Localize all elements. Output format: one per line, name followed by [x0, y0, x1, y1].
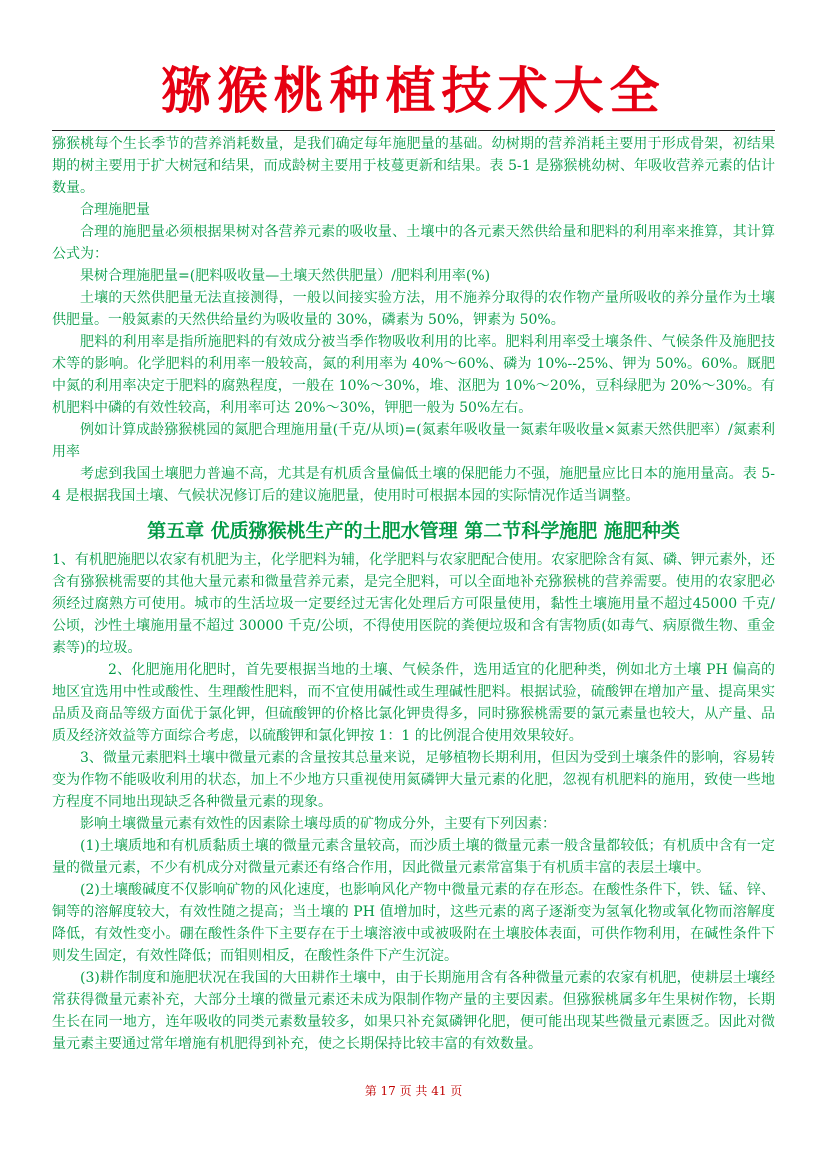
paragraph: 影响土壤微量元素有效性的因素除土壤母质的矿物成分外，主要有下列因素：: [80, 816, 556, 832]
paragraph: 3、微量元素肥料土壤中微量元素的含量按其总量来说，足够植物长期利用，但因为受到土壤条件的影响，容易转变为作物不能吸收利用的状态，加上不少地方只重视使用氮磷钾大量元素的化肥，忽视有机肥料的施用，致使一些地方程度不同地出现缺乏各种微量元素的现象。: [52, 750, 775, 810]
paragraph: 合理的施肥量必须根据果树对各营养元素的吸收量、土壤中的各元素天然供给量和肥料的利用率来推算，其计算公式为：: [52, 224, 775, 262]
paragraph: 1、有机肥施肥以农家有机肥为主，化学肥料为辅，化学肥料与农家肥配合使用。农家肥除含有氮、磷、钾元素外，还含有猕猴桃需要的其他大量元素和微量营养元素，是完全肥料，可以全面地补充猕猴桃的营养需要。使用的农家肥必须经过腐熟方可使用。城市的生活垃圾一定要经过无害化处理后方可限量使用，黏性土壤施用量不超过45000 千克/公顷，沙性土壤施用量不超过 30000 千克/公顷，不得使用医院的粪便垃圾和含有害物质(如毒气、病原微生物、重金素等)的垃圾。: [52, 552, 775, 656]
paragraph: 猕猴桃每个生长季节的营养消耗数量，是我们确定每年施肥量的基础。幼树期的营养消耗主要用于形成骨架，初结果期的树主要用于扩大树冠和结果，而成龄树主要用于枝蔓更新和结果。表 5-1 是猕猴桃幼树、年吸收营养元素的估计数量。: [52, 136, 775, 196]
section-heading: 第五章 优质猕猴桃生产的土肥水管理 第二节科学施肥 施肥种类: [147, 520, 680, 542]
page-number: 第 17 页 共 41 页: [364, 1084, 463, 1098]
paragraph: 合理施肥量: [80, 202, 150, 218]
title-divider: [52, 130, 775, 131]
paragraph: 肥料的利用率是指所施肥料的有效成分被当季作物吸收利用的比率。肥料利用率受土壤条件、气候条件及施肥技术等的影响。化学肥料的利用率一般较高，氮的利用率为 40%～60%、磷为 10%--25%、钾为 50%。60%。厩肥中氮的利用率决定于肥料的腐熟程度，一般在 10%～30%，堆、沤肥为 10%～20%，豆科绿肥为 20%～30%。有机肥料中磷的有效性较高，利用率可达 20%～30%，钾肥一般为 50%左右。: [52, 334, 775, 416]
paragraph: 考虑到我国土壤肥力普遍不高，尤其是有机质含量偏低土壤的保肥能力不强，施肥量应比日本的施用量高。表 5-4 是根据我国土壤、气候状况修订后的建议施肥量，使用时可根据本园的实际情况作适当调整。: [52, 466, 775, 504]
document-body: [52, 133, 775, 1055]
paragraph: (1)土壤质地和有机质黏质土壤的微量元素含量较高，而沙质土壤的微量元素一般含量都较低；有机质中含有一定量的微量元素，不少有机成分对微量元素还有络合作用，因此微量元素常富集于有机质丰富的表层土壤中。: [52, 838, 775, 876]
paragraph: (3)耕作制度和施肥状况在我国的大田耕作土壤中，由于长期施用含有各种微量元素的农家有机肥，使耕层土壤经常获得微量元素补充，大部分土壤的微量元素还未成为限制作物产量的主要因素。但猕猴桃属多年生果树作物，长期生长在同一地方，连年吸收的同类元素数量较多，如果只补充氮磷钾化肥，便可能出现某些微量元素匮乏。因此对微量元素主要通过常年增施有机肥得到补充，使之长期保持比较丰富的有效数量。: [52, 970, 775, 1052]
paragraph: 2、化肥施用化肥时，首先要根据当地的土壤、气候条件，选用适宜的化肥种类，例如北方土壤 PH 偏高的地区宜选用中性或酸性、生理酸性肥料，而不宜使用碱性或生理碱性肥料。根据试验，硫酸钾在增加产量、提高果实品质及商品等级方面优于氯化钾，但硫酸钾的价格比氯化钾贵得多，同时猕猴桃需要的氯元素量也较大，从产量、品质及经济效益等方面综合考虑，以硫酸钾和氯化钾按 1：1 的比例混合使用效果较好。: [52, 662, 775, 744]
paragraph: (2)土壤酸碱度不仅影响矿物的风化速度，也影响风化产物中微量元素的存在形态。在酸性条件下，铁、锰、锌、铜等的溶解度较大，有效性随之提高；当土壤的 PH 值增加时，这些元素的离子逐渐变为氢氧化物或氧化物而溶解度降低，有效性变小。硼在酸性条件下主要存在于土壤溶液中或被吸附在土壤胶体表面，可供作物利用，在碱性条件下则发生固定，有效性降低；而钼则相反，在酸性条件下产生沉淀。: [52, 882, 775, 964]
formula-line: 果树合理施肥量=(肥料吸收量—土壤天然供肥量）/肥料利用率(%): [80, 268, 491, 284]
document-title: 猕猴桃种植技术大全: [161, 62, 666, 120]
paragraph: 例如计算成龄猕猴桃园的氮肥合理施用量(千克/从顷)=(氮素年吸收量一氮素年吸收量×氮素天然供肥率）/氮素利用率: [52, 422, 775, 460]
paragraph: 土壤的天然供肥量无法直接测得，一般以间接实验方法，用不施养分取得的农作物产量所吸收的养分量作为土壤供肥量。一般氮素的天然供给量约为吸收量的 30%，磷素为 50%，钾素为 50%。: [52, 290, 775, 328]
